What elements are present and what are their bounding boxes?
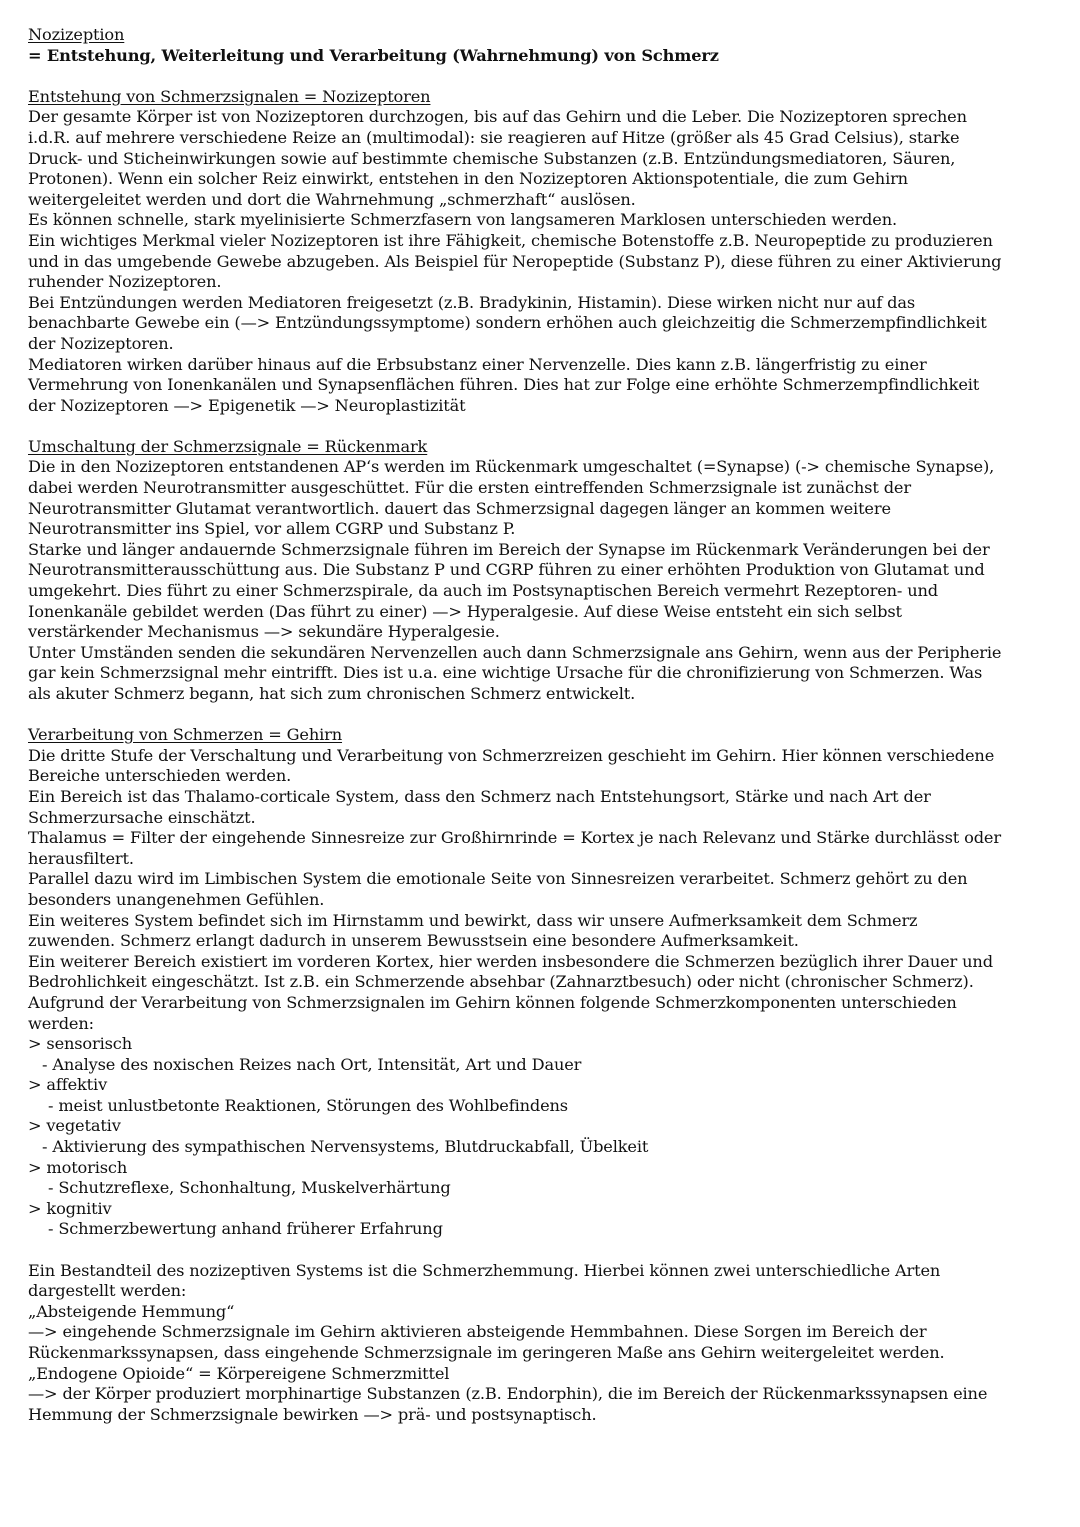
document-subtitle: = Entstehung, Weiterleitung und Verarbeitung (Wahrnehmung) von Schmerz xyxy=(28,45,719,65)
document xyxy=(28,25,1058,1425)
paragraph-line: der Nozizeptoren —> Epigenetik —> Neuroplastizität xyxy=(28,395,466,415)
paragraph-line: Schmerzursache einschätzt. xyxy=(28,807,256,827)
section-entstehung xyxy=(28,87,1058,417)
paragraph-line: dargestellt werden: xyxy=(28,1281,187,1301)
paragraph-line: werden: xyxy=(28,1013,94,1033)
component-detail: - Schmerzbewertung anhand früherer Erfahrung xyxy=(48,1219,443,1239)
spacer xyxy=(28,66,1058,87)
paragraph-line: Thalamus = Filter der eingehende Sinnesreize zur Großhirnrinde = Kortex je nach Relevanz und Stärke durchlässt oder xyxy=(28,828,1001,848)
component-detail: - Analyse des noxischen Reizes nach Ort, Intensität, Art und Dauer xyxy=(42,1054,582,1074)
component-label: > sensorisch xyxy=(28,1034,132,1054)
paragraph-line: benachbarte Gewebe ein (—> Entzündungssymptome) sondern erhöhen auch gleichzeitig die Schmerzempfindlichkeit xyxy=(28,313,987,333)
paragraph-line: Aufgrund der Verarbeitung von Schmerzsignalen im Gehirn können folgende Schmerzkomponenten unterschieden xyxy=(28,992,957,1012)
paragraph-line: als akuter Schmerz begann, hat sich zum chronischen Schmerz entwickelt. xyxy=(28,684,636,703)
paragraph-line: Vermehrung von Ionenkanälen und Synapsenflächen führen. Dies hat zur Folge eine erhöhte Schmerzempfindlichkeit xyxy=(28,375,980,395)
paragraph-line: Protonen). Wenn ein solcher Reiz einwirkt, entstehen in den Nozizeptoren Aktionspotentiale, die zum Gehirn xyxy=(28,169,908,189)
paragraph-line: gar kein Schmerzsignal mehr eintrifft. Dies ist u.a. eine wichtige Ursache für die chronifizierung von Schmerzen. Was xyxy=(28,663,983,683)
paragraph-line: Bei Entzündungen werden Mediatoren freigesetzt (z.B. Bradykinin, Histamin). Diese wirken nicht nur auf das xyxy=(28,292,916,312)
paragraph-line: Ein Bereich ist das Thalamo-corticale System, dass den Schmerz nach Entstehungsort, Stärke und nach Art der xyxy=(28,786,931,806)
section-heading: Entstehung von Schmerzsignalen = Nozizeptoren xyxy=(28,86,431,106)
paragraph-line: Ein Bestandteil des nozizeptiven Systems ist die Schmerzhemmung. Hierbei können zwei unterschiedliche Arten xyxy=(28,1260,941,1280)
paragraph-line: weitergeleitet werden und dort die Wahrnehmung „schmerzhaft“ auslösen. xyxy=(28,189,636,209)
spacer xyxy=(28,1240,1058,1261)
paragraph-line: Mediatoren wirken darüber hinaus auf die Erbsubstanz einer Nervenzelle. Dies kann z.B. längerfristig zu einer xyxy=(28,354,927,374)
paragraph-line: Druck- und Sticheinwirkungen sowie auf bestimmte chemische Substanzen (z.B. Entzündungsmediatoren, Säuren, xyxy=(28,148,956,168)
paragraph-line: Ein wichtiges Merkmal vieler Nozizeptoren ist ihre Fähigkeit, chemische Botenstoffe z.B. Neuropeptide zu produzieren xyxy=(28,230,993,250)
paragraph-line: ruhender Nozizeptoren. xyxy=(28,272,222,292)
section-heading: Umschaltung der Schmerzsignale = Rückenmark xyxy=(28,436,428,456)
paragraph-line: Parallel dazu wird im Limbischen System die emotionale Seite von Sinnesreizen verarbeitet. Schmerz gehört zu den xyxy=(28,869,968,889)
paragraph-line: Rückenmarkssynapsen, dass eingehende Schmerzsignale im geringeren Maße ans Gehirn weitergeleitet werden. xyxy=(28,1343,945,1362)
spacer xyxy=(28,416,1058,437)
paragraph-line: i.d.R. auf mehrere verschiedene Reize an (multimodal): sie reagieren auf Hitze (größer als 45 Grad Celsius), starke xyxy=(28,127,960,147)
paragraph-line: herausfiltert. xyxy=(28,848,134,868)
paragraph-line: Es können schnelle, stark myelinisierte Schmerzfasern von langsameren Marklosen unterschieden werden. xyxy=(28,210,897,230)
section-verarbeitung xyxy=(28,725,1058,1240)
component-detail: - Schutzreflexe, Schonhaltung, Muskelverhärtung xyxy=(48,1178,451,1198)
component-label: > motorisch xyxy=(28,1157,128,1177)
paragraph-line: Unter Umständen senden die sekundären Nervenzellen auch dann Schmerzsignale ans Gehirn, wenn aus der Peripherie xyxy=(28,642,1002,662)
paragraph-line: —> der Körper produziert morphinartige Substanzen (z.B. Endorphin), die im Bereich der Rückenmarkssynapsen eine xyxy=(28,1384,988,1404)
paragraph-line: „Absteigende Hemmung“ xyxy=(28,1301,235,1321)
spacer xyxy=(28,705,1058,726)
section-umschaltung xyxy=(28,437,1058,705)
paragraph-line: Ein weiteres System befindet sich im Hirnstamm und bewirkt, dass wir unsere Aufmerksamkeit dem Schmerz xyxy=(28,910,918,930)
paragraph-line: Bedrohlichkeit eingeschätzt. Ist z.B. ein Schmerzende absehbar (Zahnarztbesuch) oder nicht (chronischer Schmerz). xyxy=(28,972,974,992)
component-detail: - meist unlustbetonte Reaktionen, Störungen des Wohlbefindens xyxy=(48,1095,568,1115)
paragraph-line: Der gesamte Körper ist von Nozizeptoren durchzogen, bis auf das Gehirn und die Leber. Die Nozizeptoren sprechen xyxy=(28,107,967,127)
paragraph-line: Hemmung der Schmerzsignale bewirken —> prä- und postsynaptisch. xyxy=(28,1404,597,1424)
paragraph-line: der Nozizeptoren. xyxy=(28,333,174,353)
paragraph-line: dabei werden Neurotransmitter ausgeschüttet. Für die ersten eintreffenden Schmerzsignale ist zunächst der xyxy=(28,478,911,498)
paragraph-line: Die in den Nozizeptoren entstandenen AP‘s werden im Rückenmark umgeschaltet (=Synapse) (-> chemische Synapse), xyxy=(28,457,995,477)
paragraph-line: Neurotransmitter Glutamat verantwortlich. dauert das Schmerzsignal dagegen länger an kommen weitere xyxy=(28,498,891,518)
paragraph-line: Die dritte Stufe der Verschaltung und Verarbeitung von Schmerzreizen geschieht im Gehirn. Hier können verschiedene xyxy=(28,745,995,765)
paragraph-line: Ionenkanäle gebildet werden (Das führt zu einer) —> Hyperalgesie. Auf diese Weise entsteht ein sich selbst xyxy=(28,601,902,621)
paragraph-line: verstärkender Mechanismus —> sekundäre Hyperalgesie. xyxy=(28,622,500,642)
paragraph-line: „Endogene Opioide“ = Körpereigene Schmerzmittel xyxy=(28,1363,450,1383)
paragraph-line: Neurotransmitter ins Spiel, vor allem CGRP und Substanz P. xyxy=(28,519,516,539)
component-label: > affektiv xyxy=(28,1075,108,1095)
paragraph-line: zuwenden. Schmerz erlangt dadurch in unserem Bewusstsein eine besondere Aufmerksamkeit. xyxy=(28,931,799,951)
paragraph-line: Neurotransmitterausschüttung aus. Die Substanz P und CGRP führen zu einer erhöhten Produktion von Glutamat und xyxy=(28,560,985,580)
component-label: > vegetativ xyxy=(28,1116,121,1136)
paragraph-line: besonders unangenehmen Gefühlen. xyxy=(28,889,325,909)
paragraph-line: Bereiche unterschieden werden. xyxy=(28,766,292,786)
component-detail: - Aktivierung des sympathischen Nervensystems, Blutdruckabfall, Übelkeit xyxy=(42,1137,649,1157)
paragraph-line: Ein weiterer Bereich existiert im vorderen Kortex, hier werden insbesondere die Schmerzen bezüglich ihrer Dauer und xyxy=(28,951,993,971)
paragraph-line: Starke und länger andauernde Schmerzsignale führen im Bereich der Synapse im Rückenmark Veränderungen bei der xyxy=(28,539,990,559)
component-label: > kognitiv xyxy=(28,1198,112,1218)
paragraph-line: und in das umgebende Gewebe abzugeben. Als Beispiel für Neropeptide (Substanz P), diese führen zu einer Aktivierung xyxy=(28,251,1002,271)
section-schmerzhemmung xyxy=(28,1261,1058,1426)
paragraph-line: —> eingehende Schmerzsignale im Gehirn aktivieren absteigende Hemmbahnen. Diese Sorgen im Bereich der xyxy=(28,1322,927,1342)
section-heading: Verarbeitung von Schmerzen = Gehirn xyxy=(28,725,343,745)
paragraph-line: umgekehrt. Dies führt zu einer Schmerzspirale, da auch im Postsynaptischen Bereich vermehrt Rezeptoren- und xyxy=(28,581,938,601)
document-title: Nozizeption xyxy=(28,25,125,44)
